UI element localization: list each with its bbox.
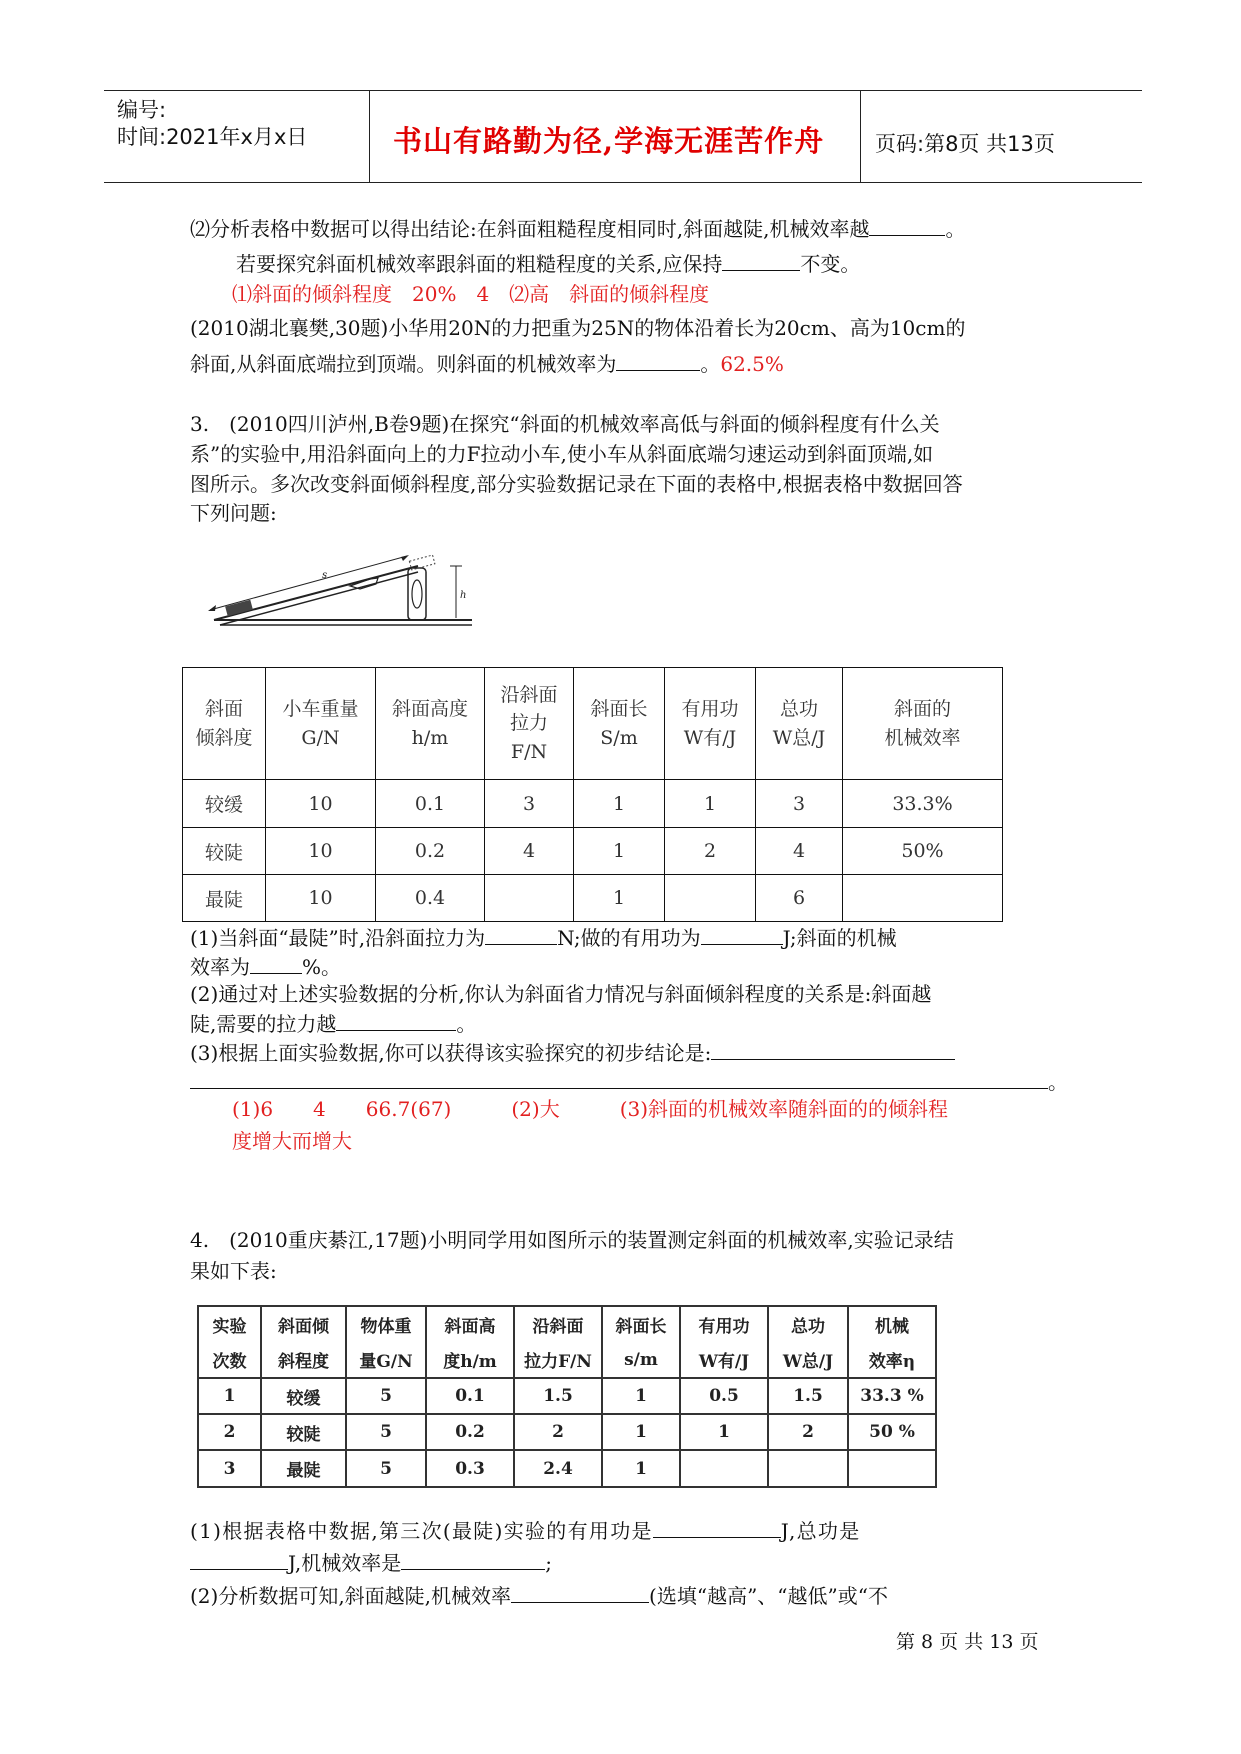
q3-sub3-period: 。 xyxy=(1048,1070,1068,1094)
incline-ramp xyxy=(214,566,418,625)
q4-sub1-text-d: ; xyxy=(545,1551,552,1575)
table-cell: 1 xyxy=(602,1378,680,1414)
q3-line4: 下列问题: xyxy=(190,501,277,525)
table-cell: 1.5 xyxy=(768,1378,848,1414)
xiangfan-question-line2 xyxy=(190,352,784,374)
answer-blank xyxy=(653,1519,781,1538)
table-cell: 10 xyxy=(266,780,376,828)
q3-line2: 系”的实验中,用沿斜面向上的力F拉动小车,使小车从斜面底端匀速运动到斜面顶端,如 xyxy=(190,442,934,466)
header-cell xyxy=(574,668,665,780)
header-motto: 书山有路勤为径,学海无涯苦作舟 xyxy=(393,124,825,158)
table-cell: 4 xyxy=(485,828,574,875)
table-cell: 0.1 xyxy=(426,1378,514,1414)
header-time-label: 时间:2021年x月x日 xyxy=(117,125,308,149)
header-cell-line: W有/J xyxy=(683,726,737,749)
arrow-head-left xyxy=(208,605,216,611)
table-cell: 1 xyxy=(574,828,665,875)
header-cell-line: h/m xyxy=(411,726,449,749)
header-cell: 次数 xyxy=(198,1342,261,1378)
support-block xyxy=(408,568,426,620)
answer-blank xyxy=(511,1584,649,1603)
header-cell-line: 总功 xyxy=(779,698,818,720)
header-cell-line: 机械效率 xyxy=(884,726,961,749)
answer-blank xyxy=(485,926,557,945)
table-cell: 较陡 xyxy=(183,828,266,875)
q4-sub1-line1 xyxy=(190,1519,861,1541)
q3-data-table xyxy=(182,667,1003,922)
table-cell: 2 xyxy=(514,1414,602,1450)
header-divider-right xyxy=(860,90,861,182)
q2-roughness-text: 若要探究斜面机械效率跟斜面的粗糙程度的关系,应保持 xyxy=(236,252,723,276)
table-cell xyxy=(680,1450,768,1487)
table-cell: 5 xyxy=(346,1414,426,1450)
table-header-row xyxy=(183,668,1003,780)
header-cell-line: F/N xyxy=(510,740,548,763)
table-cell xyxy=(843,875,1003,922)
header-cell-line: 有用功 xyxy=(681,698,739,720)
section1-answer: ⑴斜面的倾斜程度 20% 4 ⑵高 斜面的倾斜程度 xyxy=(232,282,710,306)
table-cell: 1 xyxy=(574,780,665,828)
table-cell: 10 xyxy=(266,875,376,922)
header-cell xyxy=(756,668,843,780)
table-cell: 0.1 xyxy=(376,780,485,828)
table-cell: 1 xyxy=(665,780,756,828)
q4-sub2-text-b: (选填“越高”、“越低”或“不 xyxy=(649,1584,888,1608)
page-footer: 第 8 页 共 13 页 xyxy=(896,1631,1039,1653)
q3-sub1-text-b: N;做的有用功为 xyxy=(557,926,701,950)
header-cell: W总/J xyxy=(768,1342,848,1378)
header-cell-line: W总/J xyxy=(772,726,826,749)
header-cell: 沿斜面 xyxy=(514,1306,602,1342)
q3-sub1-text-e: %。 xyxy=(302,955,342,979)
header-cell xyxy=(665,668,756,780)
q4-sub2-text-a: (2)分析数据可知,斜面越陡,机械效率 xyxy=(190,1584,512,1608)
header-cell: 斜面倾 xyxy=(261,1306,346,1342)
label-s: s xyxy=(322,570,328,581)
table-cell: 0.5 xyxy=(680,1378,768,1414)
table-row xyxy=(198,1378,936,1414)
table-cell: 10 xyxy=(266,828,376,875)
table-cell: 2 xyxy=(768,1414,848,1450)
table-cell: 较陡 xyxy=(261,1414,346,1450)
answer-blank xyxy=(711,1041,955,1060)
q3-sub1-text-a: (1)当斜面“最陡”时,沿斜面拉力为 xyxy=(190,926,486,950)
q3-sub2-line1: (2)通过对上述实验数据的分析,你认为斜面省力情况与斜面倾斜程度的关系是:斜面越 xyxy=(190,982,932,1006)
header-cell: 度h/m xyxy=(426,1342,514,1378)
table-cell: 较缓 xyxy=(261,1378,346,1414)
header-page-info: 页码:第8页 共13页 xyxy=(875,132,1055,156)
answer-blank xyxy=(250,955,302,974)
incline-base xyxy=(214,620,472,625)
table-cell: 3 xyxy=(756,780,843,828)
table-header-row xyxy=(198,1306,936,1342)
header-cell xyxy=(376,668,485,780)
header-cell: s/m xyxy=(602,1342,680,1378)
table-row xyxy=(198,1414,936,1450)
table-cell: 最陡 xyxy=(183,875,266,922)
table-row xyxy=(198,1450,936,1487)
q3-sub1-line2 xyxy=(190,955,341,977)
q3-sub1-line1 xyxy=(190,926,897,948)
header-cell xyxy=(843,668,1003,780)
table-cell xyxy=(665,875,756,922)
table-cell: 3 xyxy=(198,1450,261,1487)
header-top-rule xyxy=(104,90,1142,91)
answer-blank xyxy=(616,352,700,371)
answer-blank xyxy=(190,1551,288,1570)
header-cell: 斜面高 xyxy=(426,1306,514,1342)
table-cell: 1 xyxy=(574,875,665,922)
table-cell: 4 xyxy=(756,828,843,875)
table-cell: 1 xyxy=(680,1414,768,1450)
header-cell-line: 斜面高度 xyxy=(391,698,468,720)
q4-sub1-text-b: J,总功是 xyxy=(780,1519,861,1543)
header-cell-line: 倾斜度 xyxy=(195,726,253,749)
q3-answer-line2: 度增大而增大 xyxy=(232,1129,352,1153)
q4-sub1-text-c: J,机械效率是 xyxy=(288,1551,402,1575)
q3-sub3-text: (3)根据上面实验数据,你可以获得该实验探究的初步结论是: xyxy=(190,1041,712,1065)
q3-sub2-line2 xyxy=(190,1012,476,1034)
q4-sub2-line xyxy=(190,1584,888,1606)
table-cell: 2 xyxy=(665,828,756,875)
q3-sub1-text-c: J;斜面的机械 xyxy=(782,926,897,950)
answer-blank xyxy=(401,1551,545,1570)
q3-sub3-line2 xyxy=(190,1070,1068,1092)
table-cell: 最陡 xyxy=(261,1450,346,1487)
table-cell: 5 xyxy=(346,1378,426,1414)
table-cell: 2 xyxy=(198,1414,261,1450)
header-cell: 斜程度 xyxy=(261,1342,346,1378)
q4-line2: 果如下表: xyxy=(190,1259,277,1283)
q3-line1: 3. (2010四川泸州,B卷9题)在探究“斜面的机械效率高低与斜面的倾斜程度有什么关 xyxy=(190,412,940,436)
header-cell-line: 斜面的 xyxy=(893,698,951,720)
header-cell xyxy=(485,668,574,780)
header-cell-line: S/m xyxy=(600,726,638,749)
header-cell-line: G/N xyxy=(301,726,340,749)
xiangfan-period: 。 xyxy=(700,352,721,376)
header-cell: W有/J xyxy=(680,1342,768,1378)
table-cell: 0.2 xyxy=(376,828,485,875)
q3-answer-line1: (1)6 4 66.7(67) (2)大 (3)斜面的机械效率随斜面的的倾斜程 xyxy=(232,1097,949,1121)
table-cell: 33.3 % xyxy=(848,1378,936,1414)
header-cell: 机械 xyxy=(848,1306,936,1342)
xiangfan-question-line1: (2010湖北襄樊,30题)小华用20N的力把重为25N的物体沿着长为20cm、高为10cm的 xyxy=(190,316,966,340)
header-cell-line: 小车重量 xyxy=(282,698,359,720)
incline-diagram xyxy=(200,548,480,634)
header-cell: 物体重 xyxy=(346,1306,426,1342)
answer-blank xyxy=(701,926,783,945)
q2-period: 。 xyxy=(945,217,966,241)
table-cell: 33.3% xyxy=(843,780,1003,828)
header-number-label: 编号: xyxy=(117,98,167,122)
header-cell: 实验 xyxy=(198,1306,261,1342)
q3-line3: 图所示。多次改变斜面倾斜程度,部分实验数据记录在下面的表格中,根据表格中数据回答 xyxy=(190,472,963,496)
label-h: h xyxy=(460,590,467,601)
table-cell: 5 xyxy=(346,1450,426,1487)
header-cell: 拉力F/N xyxy=(514,1342,602,1378)
table-cell xyxy=(848,1450,936,1487)
q2-roughness-end: 不变。 xyxy=(800,252,861,276)
table-cell: 2.4 xyxy=(514,1450,602,1487)
arrow-head-right xyxy=(401,555,409,561)
q2-conclusion-text: ⑵分析表格中数据可以得出结论:在斜面粗糙程度相同时,斜面越陡,机械效率越 xyxy=(190,217,870,241)
table-cell: 1 xyxy=(198,1378,261,1414)
q2-roughness-line xyxy=(236,252,860,274)
q4-line1: 4. (2010重庆綦江,17题)小明同学用如图所示的装置测定斜面的机械效率,实验记录结 xyxy=(190,1228,954,1252)
table-cell: 3 xyxy=(485,780,574,828)
answer-blank xyxy=(869,217,945,236)
table-cell: 较缓 xyxy=(183,780,266,828)
header-cell-line: 斜面 xyxy=(204,698,243,720)
table-cell: 1 xyxy=(602,1450,680,1487)
table-cell: 50% xyxy=(843,828,1003,875)
table-cell xyxy=(485,875,574,922)
xiangfan-answer: 62.5% xyxy=(720,352,784,376)
table-cell: 50 % xyxy=(848,1414,936,1450)
table-cell: 6 xyxy=(756,875,843,922)
header-cell-line: 斜面长 xyxy=(590,698,648,720)
q3-sub2-text-b: 陡,需要的拉力越 xyxy=(190,1012,337,1036)
header-cell: 斜面长 xyxy=(602,1306,680,1342)
q2-conclusion-line xyxy=(190,217,965,239)
header-divider-left xyxy=(369,90,370,182)
table-row xyxy=(183,828,1003,875)
header-cell xyxy=(183,668,266,780)
header-cell-line: 沿斜面 xyxy=(500,683,558,706)
q4-sub1-line2 xyxy=(190,1551,552,1573)
header-cell: 有用功 xyxy=(680,1306,768,1342)
table-row xyxy=(183,780,1003,828)
q3-sub3-line1 xyxy=(190,1041,955,1063)
header-bottom-rule xyxy=(104,182,1142,183)
answer-blank xyxy=(190,1070,1048,1089)
table-cell: 0.2 xyxy=(426,1414,514,1450)
q3-sub2-period: 。 xyxy=(456,1012,477,1036)
table-row xyxy=(183,875,1003,922)
header-cell xyxy=(266,668,376,780)
xiangfan-question-text: 斜面,从斜面底端拉到顶端。则斜面的机械效率为 xyxy=(190,352,617,376)
header-cell: 效率η xyxy=(848,1342,936,1378)
table-header-row xyxy=(198,1342,936,1378)
header-cell-line: 拉力 xyxy=(509,712,548,735)
table-cell xyxy=(768,1450,848,1487)
answer-blank xyxy=(336,1012,456,1031)
q4-data-table xyxy=(197,1305,937,1488)
q3-sub1-text-d: 效率为 xyxy=(190,955,250,979)
table-cell: 1 xyxy=(602,1414,680,1450)
answer-blank xyxy=(722,252,800,271)
q4-sub1-text-a: (1)根据表格中数据,第三次(最陡)实验的有用功是 xyxy=(190,1519,653,1543)
header-cell: 总功 xyxy=(768,1306,848,1342)
table-cell: 0.3 xyxy=(426,1450,514,1487)
table-cell: 0.4 xyxy=(376,875,485,922)
header-cell: 量G/N xyxy=(346,1342,426,1378)
table-cell: 1.5 xyxy=(514,1378,602,1414)
support-roll xyxy=(412,580,422,608)
